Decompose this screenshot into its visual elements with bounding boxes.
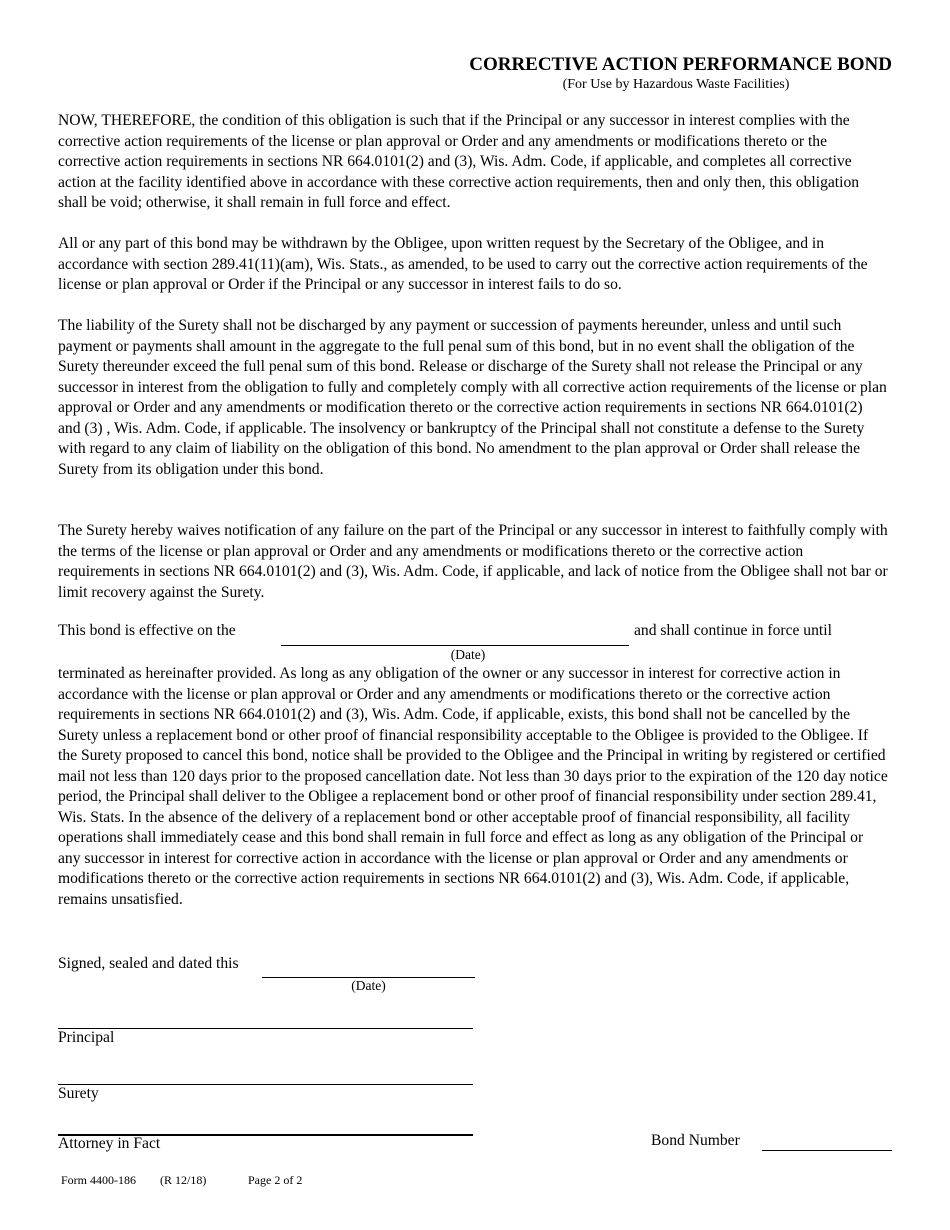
form-revision: (R 12/18) [160,1173,207,1187]
document-subtitle: (For Use by Hazardous Waste Facilities) [562,77,790,92]
effective-date-caption: (Date) [450,647,486,662]
effective-date-label: This bond is effective on the [58,622,236,639]
form-number: Form 4400-186 [61,1173,136,1187]
effective-date-field[interactable] [281,645,629,646]
document-title: CORRECTIVE ACTION PERFORMANCE BOND [469,54,892,75]
paragraph-withdrawal: All or any part of this bond may be withdrawn by the Obligee, upon written request by the Secretary of the Obligee, and in accordance with section 289.41(11)(am), Wis. Stats., as amended, to be used to carry out the corrective action requirements of the license or plan approval or Order if the Principal or any successor in interest fails to do so. [58,235,868,293]
page-number: Page 2 of 2 [248,1173,303,1187]
paragraph-termination: terminated as hereinafter provided. As long as any obligation of the owner or any successor in interest for corrective action in accordance with the license or plan approval or Order and any amendments or modifications thereto or the corrective action requirements in sections NR 664.0101(2) and (3), Wis. Adm. Code, if applicable, exists, this bond shall not be cancelled by the Surety unless a replacement bond or other proof of financial responsibility acceptable to the Obligee is provided to the Obligee. If the Surety proposed to cancel this bond, notice shall be provided to the Obligee and the Principal in writing by registered or certified mail not less than 120 days prior to the proposed cancellation date. Not less than 30 days prior to the expiration of the 120 day notice period, the Principal shall deliver to the Obligee a replacement bond or other proof of financial responsibility under section 289.41, Wis. Stats. In the absence of the delivery of a replacement bond or other acceptable proof of financial responsibility, all facility operations shall immediately cease and this bond shall remain in full force and effect as long as any obligation of the Principal or any successor in interest for corrective action in accordance with the license or plan approval or Order and any amendments or modifications thereto or the corrective action requirements in sections NR 664.0101(2) and (3), Wis. Adm. Code, if applicable, remains unsatisfied. [58,665,888,908]
effective-continue-text: and shall continue in force until [634,622,832,639]
paragraph-condition: NOW, THEREFORE, the condition of this obligation is such that if the Principal or any successor in interest complies with the corrective action requirements of the license or plan approval or Order and any amendments or modifications thereto or the corrective action requirements in sections NR 664.0101(2) and (3), Wis. Adm. Code, if applicable, and completes all corrective action at the facility identified above in accordance with these corrective action requirements, then and only then, this obligation shall be void; otherwise, it shall remain in full force and effect. [58,112,860,211]
bond-number-label: Bond Number [651,1132,740,1149]
signed-date-label: Signed, sealed and dated this [58,955,239,972]
signed-date-caption: (Date) [351,978,386,993]
principal-label: Principal [58,1029,115,1046]
surety-signature-line[interactable] [58,1084,473,1085]
principal-signature-line[interactable] [58,1028,473,1029]
bond-number-field[interactable] [762,1150,892,1151]
surety-label: Surety [58,1085,99,1102]
paragraph-waiver: The Surety hereby waives notification of any failure on the part of the Principal or any successor in interest to faithfully comply with the terms of the license or plan approval or Order and any amendments or modifications thereto or the corrective action requirements in sections NR 664.0101(2) and (3), Wis. Adm. Code, if applicable, and lack of notice from the Obligee shall not bar or limit recovery against the Surety. [58,522,888,601]
attorney-in-fact-label: Attorney in Fact [58,1135,161,1152]
paragraph-liability: The liability of the Surety shall not be discharged by any payment or succession of payments hereunder, unless and until such payment or payments shall amount in the aggregate to the full penal sum of this bond, but in no event shall the obligation of the Surety thereunder exceed the full penal sum of this bond. Release or discharge of the Surety shall not release the Principal or any successor in interest from the obligation to fully and completely comply with all corrective action requirements of the license or plan approval or Order and any amendments or modification thereto or the corrective action requirements in sections NR 664.0101(2) and (3) , Wis. Adm. Code, if applicable. The insolvency or bankruptcy of the Principal shall not constitute a defense to the Surety with regard to any claim of liability on the obligation of this bond. No amendment to the plan approval or Order shall release the Surety from its obligation under this bond. [58,317,887,478]
